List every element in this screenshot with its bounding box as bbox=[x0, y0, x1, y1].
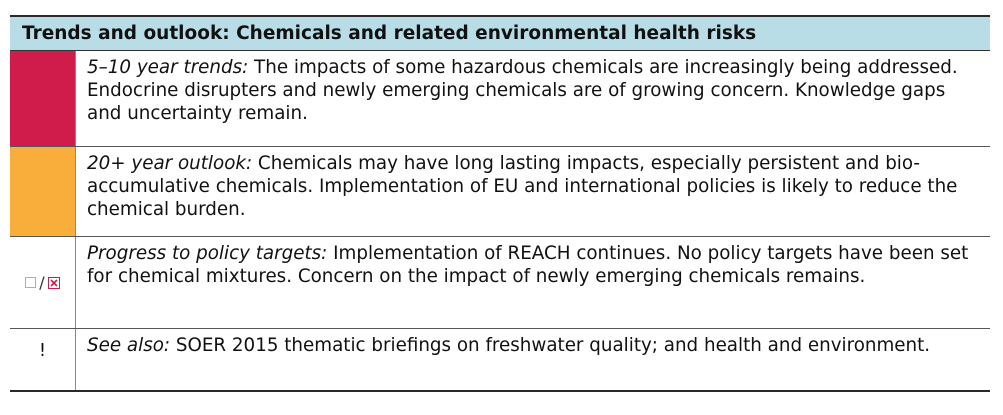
trend-row bbox=[10, 51, 990, 147]
trend-text bbox=[76, 51, 990, 146]
empty-square-icon bbox=[25, 277, 36, 288]
outlook-text bbox=[76, 147, 990, 236]
outlook-lead: 20+ year outlook: bbox=[87, 153, 253, 174]
outlook-body: Chemicals may have long lasting impacts, especially persistent and bio-accumulative chemicals. Implementation of EU and international policies is likely to reduce the chemical burden. bbox=[87, 153, 958, 220]
red-status-swatch bbox=[10, 51, 76, 146]
see-also-lead: See also: bbox=[87, 335, 171, 356]
outlook-row bbox=[10, 147, 990, 237]
exclamation-icon: ! bbox=[38, 340, 47, 361]
trend-body: The impacts of some hazardous chemicals are increasingly being addressed. Endocrine disrupters and newly emerging chemicals are of growing concern. Knowledge gaps and uncertainty remain. bbox=[87, 57, 958, 124]
box-title: Trends and outlook: Chemicals and related environmental health risks bbox=[10, 15, 990, 51]
amber-status-swatch bbox=[10, 147, 76, 236]
icon-separator: / bbox=[39, 273, 45, 292]
see-also-text bbox=[76, 329, 990, 390]
trends-outlook-box bbox=[10, 15, 990, 392]
see-also-row bbox=[10, 329, 990, 392]
progress-row bbox=[10, 237, 990, 329]
x-square-icon bbox=[48, 277, 60, 289]
progress-body: Implementation of REACH continues. No policy targets have been set for chemical mixtures. Concern on the impact of newly emerging chemicals remains. bbox=[87, 243, 969, 287]
exclamation-cell bbox=[10, 329, 76, 390]
trend-lead: 5–10 year trends: bbox=[87, 57, 249, 78]
progress-lead: Progress to policy targets: bbox=[87, 243, 328, 264]
progress-icons-cell bbox=[10, 237, 76, 328]
see-also-body: SOER 2015 thematic briefings on freshwater quality; and health and environment. bbox=[170, 335, 931, 356]
progress-text bbox=[76, 237, 990, 328]
